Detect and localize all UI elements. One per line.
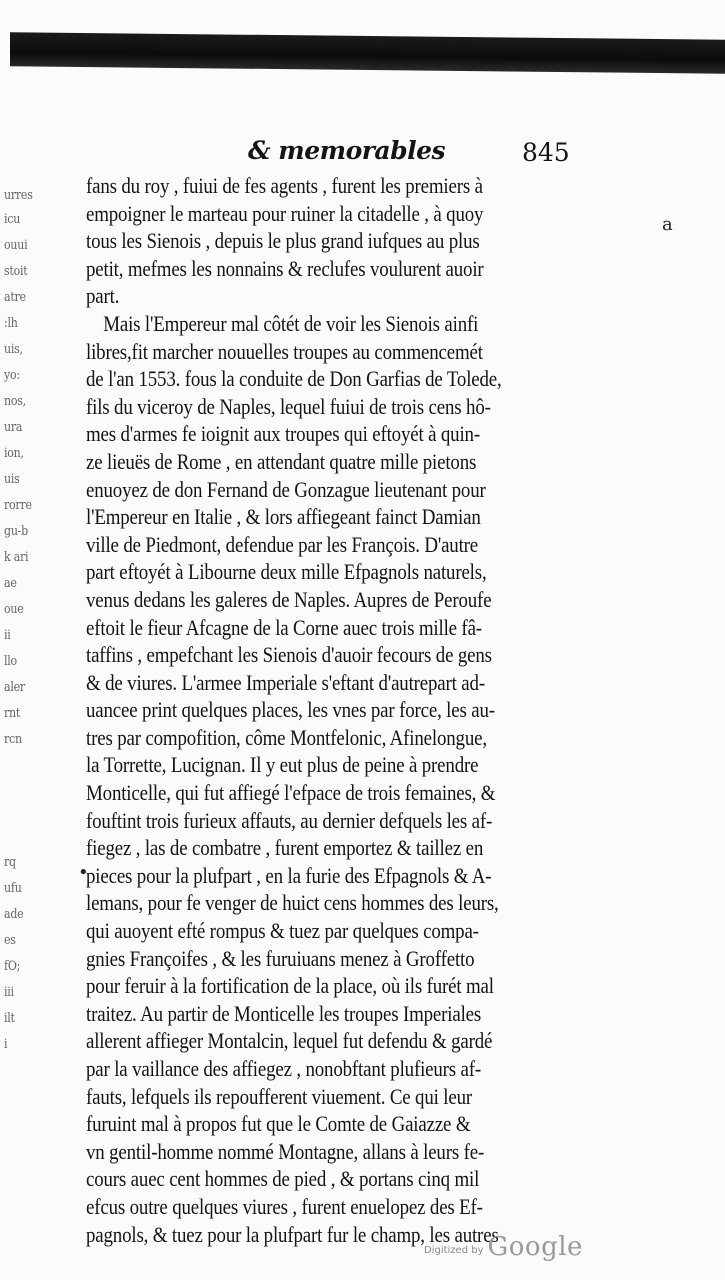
text-line: venus dedans les galeres de Naples. Aupres de Peroufe bbox=[86, 586, 492, 612]
text-line: la Torrette, Lucignan. Il y eut plus de peine à prendre bbox=[86, 752, 479, 778]
margin-fragment: fO; bbox=[4, 959, 21, 974]
text-line: gnies Françoifes , & les furuiuans menez à Groffetto bbox=[86, 945, 475, 971]
text-line: taffins , empefchant les Sienois d'auoir fecours de gens bbox=[86, 642, 492, 668]
margin-fragment: rq bbox=[4, 855, 16, 870]
text-line: ville de Piedmont, defendue par les François. D'autre bbox=[86, 531, 479, 557]
adjacent-page-margin bbox=[0, 188, 44, 768]
text-line: traitez. Au partir de Monticelle les troupes Imperiales bbox=[86, 1000, 482, 1026]
digitized-by-label: Digitized by bbox=[424, 1245, 484, 1256]
adjacent-page-margin-lower bbox=[0, 855, 44, 1085]
text-line: cours auec cent hommes de pied , & portans cinq mil bbox=[86, 1166, 480, 1192]
text-line: de l'an 1553. fous la conduite de Don Garfias de Tolede, bbox=[86, 366, 502, 392]
text-line: libres,fit marcher nouuelles troupes au commencemét bbox=[86, 338, 483, 364]
margin-fragment: ura bbox=[4, 420, 23, 435]
text-line: fans du roy , fuiui de fes agents , furent les premiers à bbox=[86, 173, 483, 198]
margin-fragment: i bbox=[4, 1037, 8, 1052]
margin-fragment: uis bbox=[4, 472, 20, 487]
text-line: part. bbox=[86, 283, 120, 309]
text-line: ze lieuës de Rome , en attendant quatre mille pietons bbox=[86, 448, 477, 474]
text-line: vn gentil-homme nommé Montagne, allans à leurs fe- bbox=[86, 1138, 485, 1164]
text-line: lemans, pour fe venger de huict cens hommes des leurs, bbox=[86, 890, 499, 916]
text-line: furuint mal à propos fut que le Comte de Gaiazze & bbox=[86, 1111, 471, 1137]
margin-fragment: aler bbox=[4, 680, 25, 695]
margin-fragment: ilt bbox=[4, 1011, 15, 1026]
text-line: uancee print quelques places, les vnes par force, les au- bbox=[86, 697, 495, 723]
text-line: pieces pour la plufpart , en la furie des Efpagnols & A- bbox=[86, 862, 492, 888]
margin-fragment: k ari bbox=[4, 550, 29, 565]
margin-fragment: rcn bbox=[4, 732, 22, 747]
text-line: fils du viceroy de Naples, lequel fuiui de trois cens hô- bbox=[86, 393, 491, 419]
margin-fragment: ae bbox=[4, 576, 17, 591]
text-line: tres par compofition, côme Montfelonic, Afinelongue, bbox=[86, 724, 487, 750]
running-title: & memorables bbox=[248, 136, 446, 165]
text-line: enuoyez de don Fernand de Gonzague lieutenant pour bbox=[86, 476, 486, 502]
margin-fragment: iii bbox=[4, 985, 14, 1000]
text-line: mes d'armes fe ioignit aux troupes qui eftoyét à quin- bbox=[86, 421, 480, 447]
text-line: part eftoyét à Libourne deux mille Efpagnols naturels, bbox=[86, 559, 487, 585]
margin-fragment: urres bbox=[4, 188, 33, 203]
digitization-watermark bbox=[424, 1222, 583, 1262]
margin-fragment: gu-b bbox=[4, 524, 28, 539]
text-line: empoigner le marteau pour ruiner la citadelle , à quoy bbox=[86, 200, 484, 226]
text-line: qui auoyent efté rompus & tuez par quelques compa- bbox=[86, 918, 479, 944]
text-line: allerent affieger Montalcin, lequel fut defendu & gardé bbox=[86, 1028, 493, 1054]
margin-fragment: ii bbox=[4, 628, 11, 643]
scan-edge-bar bbox=[10, 32, 725, 73]
margin-fragment: ade bbox=[4, 907, 24, 922]
margin-fragment: atre bbox=[4, 290, 26, 305]
page-number: 845 bbox=[522, 138, 570, 167]
running-header bbox=[0, 132, 725, 172]
text-line: & de viures. L'armee Imperiale s'eftant d'autrepart ad- bbox=[86, 669, 485, 695]
margin-fragment: ufu bbox=[4, 881, 22, 896]
margin-fragment: nos, bbox=[4, 394, 26, 409]
left-margin-mark: • bbox=[78, 862, 89, 883]
margin-fragment: oue bbox=[4, 602, 24, 617]
margin-fragment: rorre bbox=[4, 498, 32, 513]
margin-fragment: ion, bbox=[4, 446, 24, 461]
margin-fragment: uis, bbox=[4, 342, 23, 357]
text-line: petit, mefmes les nonnains & reclufes voulurent auoir bbox=[86, 255, 484, 281]
margin-fragment: ouui bbox=[4, 238, 28, 253]
text-line: efcus outre quelques viures , furent enuelopez des Ef- bbox=[86, 1193, 483, 1219]
text-line: eftoit le fieur Afcagne de la Corne auec trois mille fâ- bbox=[86, 614, 482, 640]
right-margin-mark: a bbox=[662, 214, 673, 235]
margin-fragment: :lh bbox=[4, 316, 18, 331]
text-line: fouftint trois furieux affauts, au dernier defquels les af- bbox=[86, 807, 493, 833]
text-line: tous les Sienois , depuis le plus grand iufques au plus bbox=[86, 228, 480, 254]
text-line: Monticelle, qui fut affiegé l'efpace de trois femaines, & bbox=[86, 780, 496, 806]
margin-fragment: yo: bbox=[4, 368, 20, 383]
margin-fragment: stoit bbox=[4, 264, 28, 279]
text-line: par la vaillance des affiegez , nonobftant plufieurs af- bbox=[86, 1056, 482, 1081]
text-line: fiegez , las de combatre , furent emportez & taillez en bbox=[86, 835, 484, 861]
margin-fragment: rnt bbox=[4, 706, 21, 721]
text-line: pour feruir à la fortification de la place, où ils furét mal bbox=[86, 973, 494, 999]
body-text bbox=[86, 172, 586, 1248]
margin-fragment: llo bbox=[4, 654, 17, 669]
paragraph-start-line: Mais l'Empereur mal côtét de voir les Sienois ainfi bbox=[103, 310, 479, 336]
margin-fragment: icu bbox=[4, 212, 21, 227]
text-line: pagnols, & tuez pour la plufpart fur le champ, les autres bbox=[86, 1221, 499, 1247]
google-logo: Google bbox=[487, 1232, 583, 1262]
text-line: l'Empereur en Italie , & lors affiegeant fainct Damian bbox=[86, 504, 481, 530]
margin-fragment: es bbox=[4, 933, 16, 948]
text-line: fauts, lefquels ils repoufferent viuement. Ce qui leur bbox=[86, 1083, 472, 1109]
